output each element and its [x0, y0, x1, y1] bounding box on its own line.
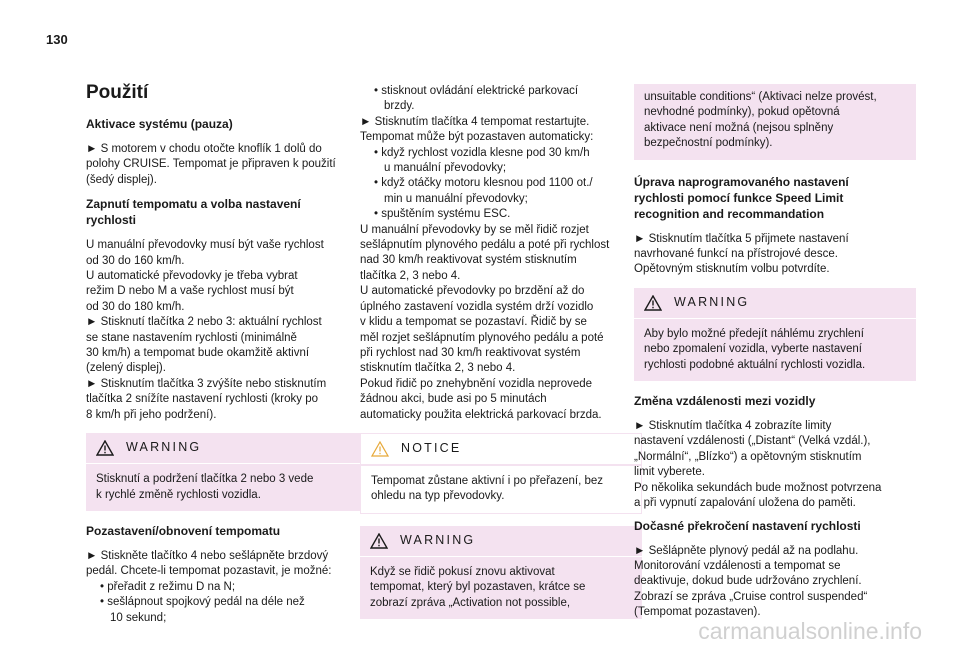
- text-line: rychlosti podobné aktuální rychlosti vozidla.: [644, 358, 866, 371]
- text-line: zobrazí zpráva „Activation not possible,: [370, 596, 571, 609]
- text-line: bezpečnostní podmínky).: [644, 137, 773, 150]
- paragraph: [634, 544, 916, 621]
- section-heading: Změna vzdálenosti mezi vozidly: [634, 394, 816, 409]
- heading-line: recognition and recommandation: [634, 206, 825, 221]
- text-line: při rychlost nad 30 km/h reaktivovat systém: [360, 346, 581, 359]
- warning-box: [86, 433, 368, 511]
- text-line: deaktivuje, dokud bude udržováno zrychlení.: [634, 575, 862, 588]
- text-line: U manuální převodovky musí být vaše rychlost: [86, 239, 324, 252]
- text-line: Stisknutí a podržení tlačítka 2 nebo 3 vede: [96, 473, 314, 486]
- text-line: nevhodné podmínky), pokud opětovná: [644, 106, 840, 119]
- text-line: ► S motorem v chodu otočte knoflík 1 dolů do: [86, 143, 322, 155]
- paragraph: [360, 84, 642, 423]
- text-line: ► Stisknutí tlačítka 2 nebo 3: aktuální rychlost: [86, 316, 322, 329]
- notice-title: NOTICE: [401, 441, 462, 456]
- text-line: U manuální převodovky by se měl řidič rozjet: [360, 223, 589, 236]
- text-line: aktivace není možná (nejsou splněny: [644, 121, 834, 134]
- text-line: ► Stiskněte tlačítko 4 nebo sešlápněte brzdový: [86, 549, 329, 562]
- warning-triangle-icon: [96, 440, 114, 456]
- page-title: Použití: [86, 82, 149, 103]
- text-line: ohledu na typ převodovky.: [371, 490, 505, 503]
- text-line: Tempomat může být pozastaven automaticky:: [360, 131, 594, 144]
- bullet-item: • sešlápnout spojkový pedál na déle než: [100, 596, 305, 609]
- paragraph: [634, 232, 916, 278]
- text-line: úplného zastavení vozidla systém drží vozidlo: [360, 300, 594, 313]
- bullet-item: • přeřadit z režimu D na N;: [100, 580, 236, 593]
- text-line: sešlápnutím plynového pedálu a poté při rychlost: [360, 239, 610, 252]
- notice-header: [361, 434, 641, 466]
- text-line: Monitorování vzdálenosti a tempomat se: [634, 559, 841, 572]
- text-line: žádnou akci, bude asi po 5 minutách: [360, 393, 547, 406]
- text-line: (Tempomat pozastaven).: [634, 606, 761, 619]
- warning-triangle-icon: [370, 533, 388, 549]
- notice-text: [361, 466, 641, 505]
- text-line: pedál. Chcete-li tempomat pozastavit, je možné:: [86, 565, 332, 578]
- heading-line: rychlosti: [86, 213, 137, 228]
- text-line: ► Stisknutím tlačítka 4 tempomat restartujte.: [360, 115, 590, 128]
- bullet-item: • když otáčky motoru klesnou pod 1100 ot./: [374, 177, 593, 190]
- text-line: (zelený displej).: [86, 362, 166, 375]
- watermark: carmanualsonline.info: [698, 618, 922, 644]
- column-1: [86, 82, 368, 632]
- text-line: k rychlé změně rychlosti vozidla.: [96, 488, 261, 501]
- text-line: „Normální“, „Blízko“) a opětovným stisknutím: [634, 450, 862, 463]
- text-line: Zobrazí se zpráva „Cruise control suspended“: [634, 590, 868, 603]
- section-heading: Pozastavení/obnovení tempomatu: [86, 523, 281, 538]
- text-line: nastavení vzdálenosti („Distant“ (Velká vzdál.),: [634, 435, 871, 448]
- text-line: (šedý displej).: [86, 173, 157, 186]
- text-line: ► Stisknutím tlačítka 4 zobrazíte limity: [634, 420, 832, 433]
- notice-triangle-icon: [371, 441, 389, 457]
- warning-text: [86, 464, 368, 503]
- text-line: tlačítka 2 snížíte nastavení rychlosti (kroky po: [86, 393, 319, 406]
- warning-box-continued: [634, 84, 916, 160]
- text-line: stisknutím tlačítka 2, 3 nebo 4.: [360, 362, 516, 375]
- text-line: od 30 do 180 km/h.: [86, 300, 185, 313]
- text-line: Tempomat zůstane aktivní i po přeřazení, bez: [371, 474, 604, 487]
- text-line: měl rozjet sešlápnutím plynového pedálu a poté: [360, 331, 604, 344]
- text-line: u manuální převodovky;: [384, 162, 507, 175]
- section-heading: Dočasné překročení nastavení rychlosti: [634, 518, 861, 533]
- text-line: navrhované funkcí na přístrojové desce.: [634, 248, 838, 261]
- text-line: a při vypnutí zapalování uložena do paměti.: [634, 497, 856, 510]
- text-line: v klidu a tempomat se pozastaví. Řidič by se: [360, 316, 587, 329]
- text-line: Když se řidič pokusí znovu aktivovat: [370, 565, 555, 578]
- text-line: Opětovným stisknutím volbu potvrdíte.: [634, 263, 830, 276]
- warning-box: [634, 288, 916, 381]
- heading-line: rychlosti pomocí funkce Speed Limit: [634, 190, 844, 205]
- column-2: [360, 78, 642, 631]
- text-line: ► Sešlápněte plynový pedál až na podlahu.: [634, 544, 859, 557]
- warning-header: [86, 433, 368, 464]
- text-line: nebo zpomalení vozidla, vyberte nastavení: [644, 343, 862, 356]
- text-line: nad 30 km/h reaktivovat systém stisknutím: [360, 254, 577, 267]
- warning-box: [360, 526, 642, 619]
- section-heading: Aktivace systému (pauza): [86, 117, 233, 131]
- text-line: tempomat, který byl pozastaven, krátce se: [370, 581, 586, 594]
- section-heading: [634, 174, 916, 222]
- warning-text: [634, 319, 916, 373]
- text-line: ► Stisknutím tlačítka 3 zvýšíte nebo stisknutím: [86, 377, 327, 390]
- warning-header: [634, 288, 916, 319]
- paragraph: [86, 238, 368, 423]
- text-line: brzdy.: [384, 100, 415, 113]
- warning-header: [360, 526, 642, 557]
- page-number: 130: [46, 32, 68, 47]
- text-line: 8 km/h při jeho podržení).: [86, 408, 217, 421]
- warning-text: [360, 557, 642, 611]
- section-heading: [86, 196, 368, 228]
- text-line: Pokud řidič po znehybnění vozidla neprovede: [360, 377, 593, 390]
- column-3: [634, 78, 916, 627]
- text-line: ► Stisknutím tlačítka 5 přijmete nastavení: [634, 232, 849, 245]
- text-line: režim D nebo M a vaše rychlost musí být: [86, 285, 294, 298]
- paragraph: [86, 549, 368, 626]
- text-line: Aby bylo možné předejít náhlému zrychlení: [644, 327, 864, 340]
- text-line: U automatické převodovky je třeba vybrat: [86, 270, 298, 283]
- text-line: unsuitable conditions“ (Aktivaci nelze provést,: [644, 91, 877, 103]
- notice-box: [360, 433, 642, 514]
- heading-line: Zapnutí tempomatu a volba nastavení: [86, 197, 301, 212]
- text-line: 30 km/h) a tempomat bude okamžitě aktivní: [86, 347, 310, 360]
- warning-title: WARNING: [400, 533, 476, 548]
- text-line: min u manuální převodovky;: [384, 192, 528, 205]
- text-line: Po několika sekundách bude možnost potvrzena: [634, 481, 882, 494]
- text-line: 10 sekund;: [110, 611, 167, 624]
- warning-title: WARNING: [126, 440, 202, 455]
- text-line: automaticky použita elektrická parkovací brzda.: [360, 408, 602, 421]
- text-line: tlačítka 2, 3 nebo 4.: [360, 269, 461, 282]
- text-line: od 30 do 160 km/h.: [86, 254, 185, 267]
- warning-triangle-icon: [644, 295, 662, 311]
- warning-title: WARNING: [674, 295, 750, 310]
- paragraph: [634, 419, 916, 511]
- bullet-item: • stisknout ovládání elektrické parkovací: [374, 85, 579, 97]
- text-line: polohy CRUISE. Tempomat je připraven k použití: [86, 158, 336, 171]
- bullet-item: • spuštěním systému ESC.: [374, 208, 511, 221]
- text-line: se stane nastavením rychlosti (minimálně: [86, 331, 297, 344]
- text-line: limit vyberete.: [634, 466, 705, 479]
- paragraph: [86, 142, 368, 188]
- bullet-item: • když rychlost vozidla klesne pod 30 km/h: [374, 146, 590, 159]
- warning-text: [634, 90, 916, 152]
- text-line: U automatické převodovky po brzdění až do: [360, 285, 585, 298]
- heading-line: Úprava naprogramovaného nastavení: [634, 174, 849, 189]
